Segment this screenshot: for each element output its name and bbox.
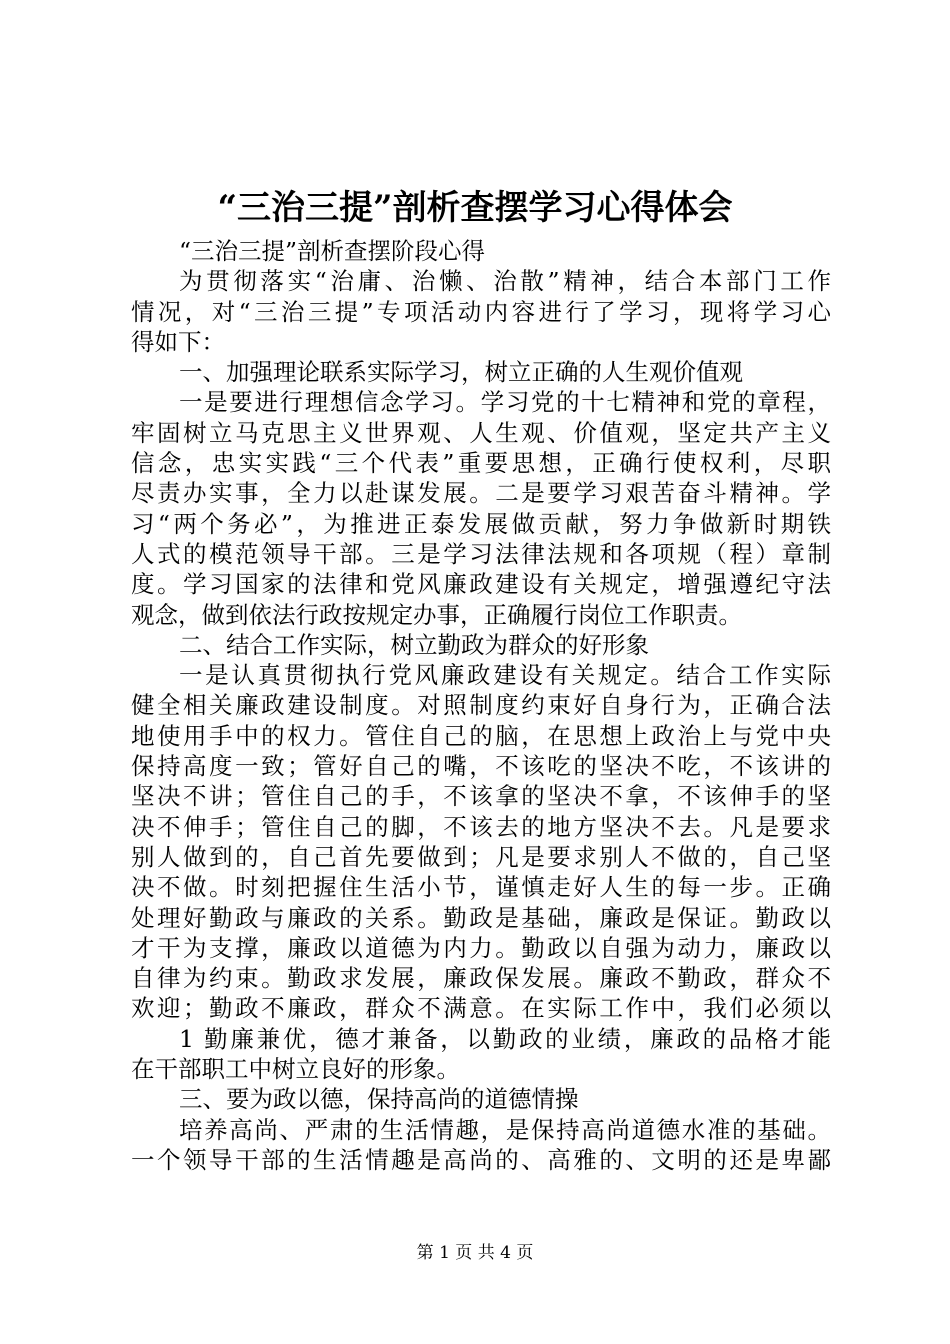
- paragraph-line: 尽责办实事，全力以赴谋发展。二是要学习艰苦奋斗精神。学: [131, 479, 831, 508]
- paragraph-line: 一是认真贯彻执行党风廉政建设有关规定。结合工作实际: [179, 661, 831, 690]
- section-heading: 三、要为政以德，保持高尚的道德情操: [179, 1085, 579, 1114]
- paragraph-line: 牢固树立马克思主义世界观、人生观、价值观，坚定共产主义: [131, 418, 831, 447]
- paragraph-line: 决不做。时刻把握住生活小节，谨慎走好人生的每一步。正确: [131, 873, 831, 902]
- section-heading: 二、结合工作实际，树立勤政为群众的好形象: [179, 630, 649, 659]
- paragraph-line: 欢迎；勤政不廉政，群众不满意。在实际工作中，我们必须以: [131, 994, 831, 1023]
- paragraph-line: 观念，做到依法行政按规定办事，正确履行岗位工作职责。: [131, 600, 742, 629]
- paragraph-line: 人式的模范领导干部。三是学习法律法规和各项规（程）章制: [131, 539, 831, 568]
- paragraph-line: 习“两个务必”，为推进正泰发展做贡献，努力争做新时期铁: [131, 509, 831, 538]
- paragraph-line: 坚决不讲；管住自己的手，不该拿的坚决不拿，不该伸手的坚: [131, 782, 831, 811]
- document-body: [131, 236, 831, 1175]
- paragraph-line: 自律为约束。勤政求发展，廉政保发展。廉政不勤政，群众不: [131, 964, 831, 993]
- paragraph-line: 健全相关廉政建设制度。对照制度约束好自身行为，正确合法: [131, 691, 831, 720]
- paragraph-line: 才干为支撑，廉政以道德为内力。勤政以自强为动力，廉政以: [131, 933, 831, 962]
- paragraph-line: 度。学习国家的法律和党风廉政建设有关规定，增强遵纪守法: [131, 570, 831, 599]
- paragraph-line: 信念，忠实实践“三个代表”重要思想，正确行使权利，尽职: [131, 449, 831, 478]
- paragraph-line: 决不伸手；管住自己的脚，不该去的地方坚决不去。凡是要求: [131, 812, 831, 841]
- paragraph-line: 在干部职工中树立良好的形象。: [131, 1055, 460, 1084]
- paragraph-line: 一是要进行理想信念学习。学习党的十七精神和党的章程，: [179, 388, 831, 417]
- paragraph-line: 1 勤廉兼优，德才兼备，以勤政的业绩，廉政的品格才能: [179, 1024, 831, 1053]
- paragraph-line: 别人做到的，自己首先要做到；凡是要求别人不做的，自己坚: [131, 842, 831, 871]
- paragraph-line: 培养高尚、严肃的生活情趣，是保持高尚道德水准的基础。: [179, 1115, 831, 1144]
- paragraph-line: 为贯彻落实“治庸、治懒、治散”精神，结合本部门工作: [179, 267, 831, 296]
- document-title: “三治三提”剖析查摆学习心得体会: [217, 188, 733, 228]
- paragraph-line: 情况，对“三治三提”专项活动内容进行了学习，现将学习心: [131, 297, 831, 326]
- page-number-footer: 第 1 页 共 4 页: [416, 1243, 534, 1263]
- paragraph-line: 地使用手中的权力。管住自己的脑，在思想上政治上与党中央: [131, 721, 831, 750]
- section-heading: 一、加强理论联系实际学习，树立正确的人生观价值观: [179, 358, 743, 387]
- paragraph-line: 得如下：: [131, 327, 225, 356]
- paragraph-subtitle: “三治三提”剖析查摆阶段心得: [179, 237, 486, 265]
- paragraph-line: 保持高度一致；管好自己的嘴，不该吃的坚决不吃，不该讲的: [131, 752, 831, 781]
- paragraph-line: 一个领导干部的生活情趣是高尚的、高雅的、文明的还是卑鄙: [131, 1145, 831, 1174]
- paragraph-line: 处理好勤政与廉政的关系。勤政是基础，廉政是保证。勤政以: [131, 903, 831, 932]
